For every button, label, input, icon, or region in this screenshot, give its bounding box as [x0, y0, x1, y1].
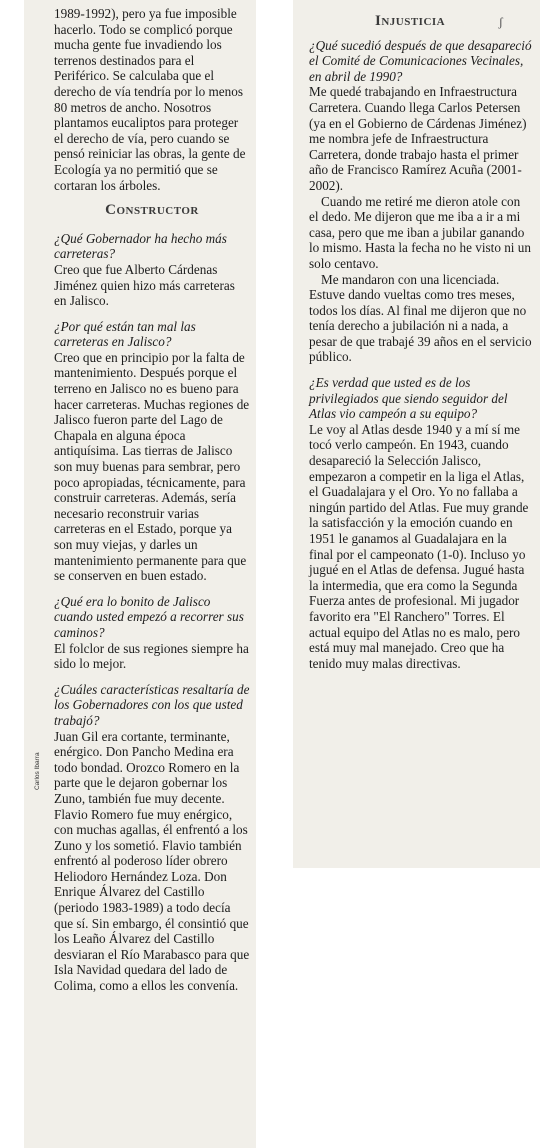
answer: Me quedé trabajando en Infraestructura Carretera. Cuando llega Carlos Petersen (ya en el Gobierno de Cárdenas Jiménez) me nombra jefe de Infraestructura Carretera, donde trabajo hasta el primer año de Francisco Ramírez Acuña (2001-2002). [309, 84, 527, 193]
section-title-injusticia: Injusticia [375, 13, 446, 29]
question: ¿Es verdad que usted es de los privilegiados que siendo seguidor del Atlas vio campeón a su equipo? [309, 375, 508, 422]
print-mark-icon: ʃ [498, 14, 503, 29]
left-column [24, 0, 256, 1148]
answer: Creo que en principio por la falta de mantenimiento. Después porque el terreno en Jalisco no es bueno para hacer carreteras. Muchas regiones de Jalisco fueron parte del Lago de Chapala en alguna época antiquísima. Las tierras de Jalisco son muy buenas para sembrar, pero poco apropiadas, técnicamente, para construir carreteras. Además, sería necesario reconstruir varias carreteras en el Estado, porque ya son muy viejas, y darles un mantenimiento permanente para que se conserven en buen estado. [54, 349, 250, 584]
answer: Juan Gil era cortante, terminante, enérgico. Don Pancho Medina era todo bondad. Orozco Romero en la parte que le dejaron gobernar los Zuno, también fue muy decente. Flavio Romero fue muy enérgico, con muchas agallas, él enfrentó a los Zuno y los sometió. Flavio también enfrentó al poderoso líder obrero Heliodoro Hernández Loza. Don Enrique Álvarez del Castillo (periodo 1983-1989) a todo decía que sí. Sin embargo, él consintió que los Leaño Álvarez del Castillo desviaran el Río Marabasco para que Isla Navidad quedara del lado de Colima, como a ellos les convenía. [54, 728, 250, 994]
question: ¿Cuáles características resaltaría de los Gobernadores con los que usted trabajó? [54, 681, 250, 728]
answer: El folclor de sus regiones siempre ha sido lo mejor. [54, 640, 249, 672]
answer: Me mandaron con una licenciada. Estuve dando vueltas como tres meses, todos los días. Al final me dijeron que no tenía derecho a jubilación ni a nada, a pesar de que trabajé 39 años en el servicio público. [309, 271, 532, 365]
answer: Creo que fue Alberto Cárdenas Jiménez quien hizo más carreteras en Jalisco. [54, 261, 235, 309]
question: ¿Qué sucedió después de que desapareció el Comité de Comunicaciones Vecinales, en abril de 1990? [309, 37, 532, 84]
question: ¿Qué Gobernador ha hecho más carreteras? [54, 230, 227, 262]
section-title-constructor: Constructor [105, 202, 199, 219]
question: ¿Qué era lo bonito de Jalisco cuando usted empezó a recorrer sus caminos? [54, 593, 244, 640]
question: ¿Por qué están tan mal las carreteras en Jalisco? [54, 318, 196, 350]
intro-paragraph: 1989-1992), pero ya fue imposible hacerlo. Todo se complicó porque mucha gente fue invadiendo los terrenos destinados para el Periférico. Se calculaba que el derecho de vía tendría por lo menos 80 metros de ancho. Nosotros plantamos eucaliptos para proteger el derecho de vía, pero cuando se pensó reiniciar las obras, la gente de Ecología ya no permitió que se cortaran los árboles. [54, 6, 246, 193]
answer: Le voy al Atlas desde 1940 y a mí sí me tocó verlo campeón. En 1943, cuando desapareció la Selección Jalisco, empezaron a competir en la liga el Atlas, el Guadalajara y el Oro. Yo no fallaba a ningún partido del Atlas. Fue muy grande la satisfacción y la emoción cuando en 1951 le ganamos al Guadalajara en la final por el campeonato (1-0). Incluso yo jugué en el Atlas de defensa. Jugué hasta la intermedia, que era como la Segunda Fuerza antes de profesional. Mi jugador favorito era "El Ranchero" Torres. El actual equipo del Atlas no es malo, pero está muy mal manejado. Creo que ha tenido muy malas directivas. [309, 421, 529, 671]
photo-credit: Carlos Ibarra [34, 752, 41, 790]
answer: Cuando me retiré me dieron atole con el dedo. Me dijeron que me iba a ir a mi casa, pero que me iban a jubilar ganando lo mismo. Hasta la fecha no he visto ni un solo centavo. [309, 193, 531, 271]
right-column [293, 0, 540, 868]
